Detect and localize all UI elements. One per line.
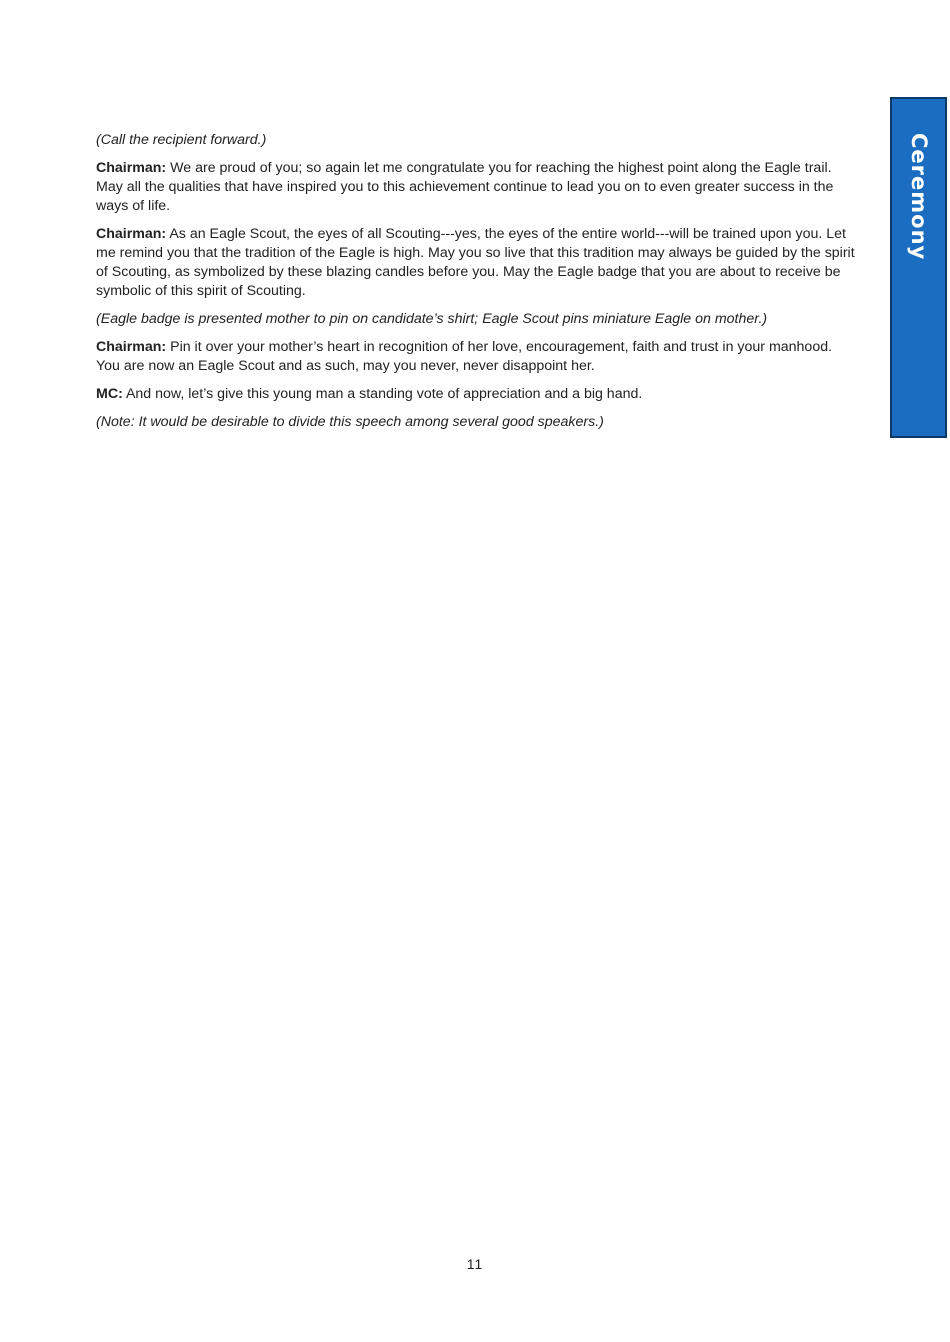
- section-tab: [867, 97, 947, 438]
- stage-direction-badge: (Eagle badge is presented mother to pin on candidate’s shirt; Eagle Scout pins miniature Eagle on mother.): [96, 311, 768, 327]
- section-tab-label: Ceremony 3: [867, 133, 931, 261]
- speech-paragraph: [96, 385, 856, 404]
- stage-direction-note: (Note: It would be desirable to divide this speech among several good speakers.): [96, 414, 604, 430]
- speaker-label: Chairman:: [96, 339, 167, 355]
- speech-paragraph: [96, 338, 856, 376]
- speaker-label: Chairman:: [96, 160, 167, 176]
- page-number: 11: [466, 1256, 484, 1272]
- document-body: [96, 131, 856, 441]
- speaker-label: Chairman:: [96, 226, 167, 242]
- speaker-label: MC:: [96, 386, 123, 402]
- speech-text: As an Eagle Scout, the eyes of all Scouting---yes, the eyes of the entire world---will be trained upon you. Let me remind you that the tradition of the Eagle is high. May you so live that this tradition may always be guided by the spirit of Scouting, as symbolized by these blazing candles before you. May the Eagle badge that you are about to receive be symbolic of this spirit of Scouting.: [96, 226, 855, 299]
- speech-text: Pin it over your mother’s heart in recognition of her love, encouragement, faith and trust in your manhood. You are now an Eagle Scout and as such, may you never, never disappoint her.: [96, 339, 833, 374]
- speech-text: We are proud of you; so again let me congratulate you for reaching the highest point along the Eagle trail. May all the qualities that have inspired you to this achievement continue to lead you on to even greater success in the ways of life.: [96, 160, 834, 214]
- stage-direction-call-forward: (Call the recipient forward.): [96, 132, 267, 148]
- speech-paragraph: [96, 159, 856, 216]
- speech-paragraph: [96, 225, 856, 301]
- speech-text: And now, let’s give this young man a standing vote of appreciation and a big hand.: [122, 386, 643, 402]
